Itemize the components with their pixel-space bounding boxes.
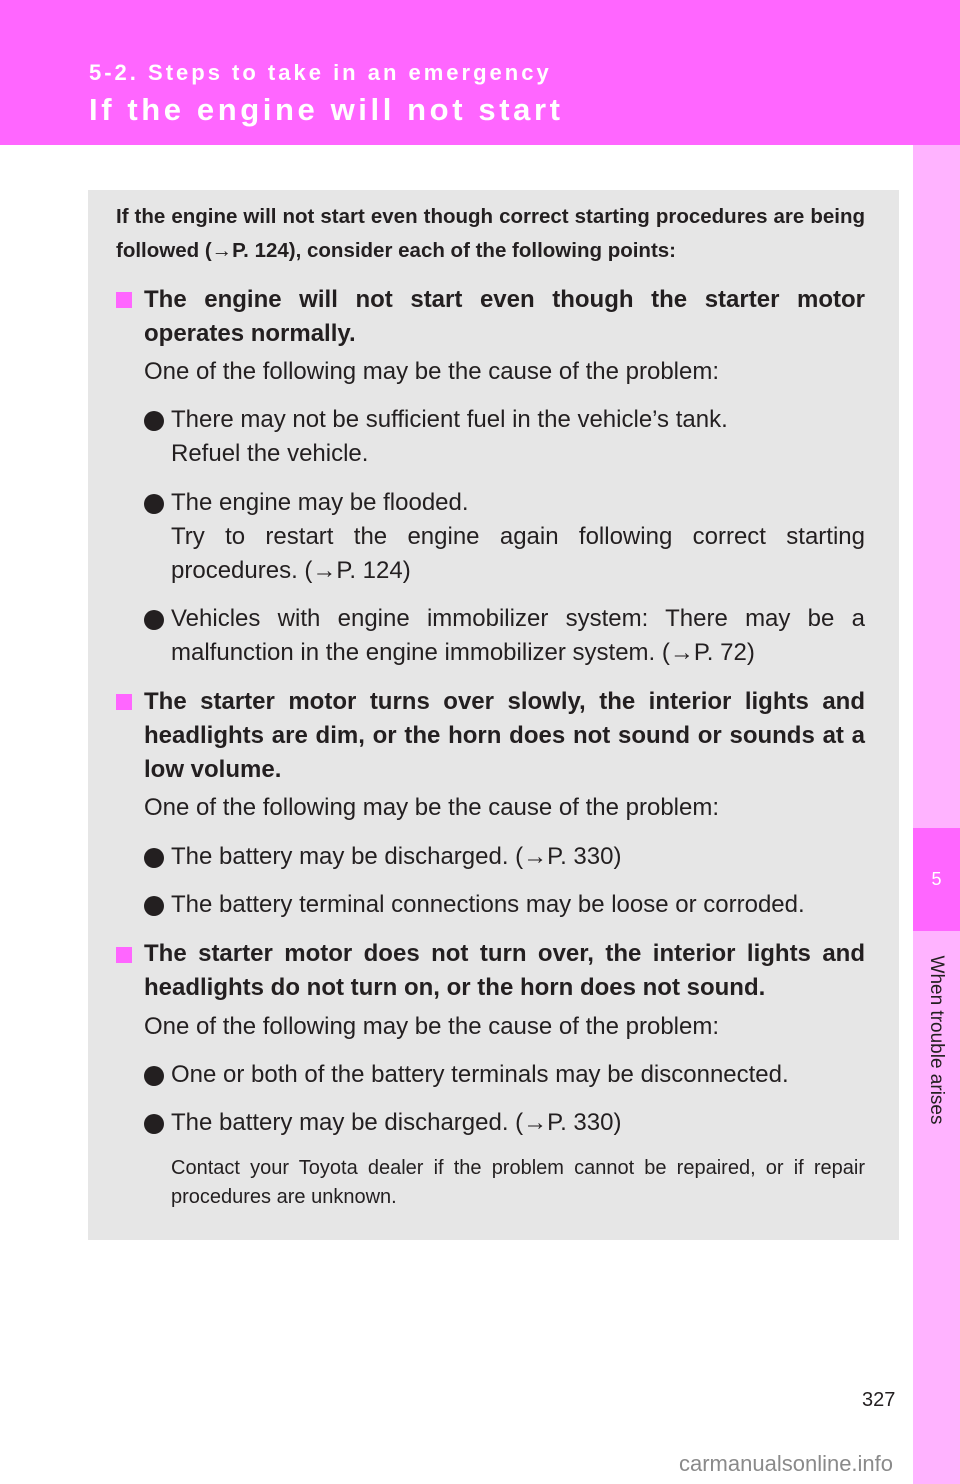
bullet-dot-icon <box>144 1066 164 1086</box>
section-title: The starter motor does not turn over, the interior lights and headlights do not turn on, or the horn does not sound. <box>144 940 865 1001</box>
note-text: Contact your Toyota dealer if the problem cannot be repaired, or if repair procedures are unknown. <box>171 1157 865 1208</box>
list-item-detail: Refuel the vehicle. <box>171 440 369 467</box>
chapter-tab[interactable]: 5 <box>913 828 960 931</box>
section-lead: One of the following may be the cause of the problem: <box>144 794 720 821</box>
content-panel <box>88 190 899 1240</box>
square-bullet-icon <box>116 694 132 710</box>
page-number: 327 <box>862 1389 896 1411</box>
bullet-dot-icon <box>144 848 164 868</box>
section-label: 5-2. Steps to take in an emergency <box>89 60 552 85</box>
list-item: Vehicles with engine immobilizer system: There may be a malfunction in the engine immobilizer system. (→P. 72) <box>171 605 865 666</box>
list-item-detail: Try to restart the engine again following correct starting procedures. (→P. 124) <box>171 523 865 584</box>
list-item: The battery may be discharged. (→P. 330) <box>171 1109 622 1136</box>
list-item-text: There may not be sufficient fuel in the vehicle’s tank. <box>171 406 728 433</box>
intro-text: If the engine will not start even though correct starting procedures are being followed (→P. 124), consider each of the following points: <box>116 205 865 262</box>
bullet-dot-icon <box>144 896 164 916</box>
list-item: One or both of the battery terminals may be disconnected. <box>171 1061 789 1088</box>
section-lead: One of the following may be the cause of the problem: <box>144 1013 720 1040</box>
section-lead: One of the following may be the cause of the problem: <box>144 358 720 385</box>
section-title: The starter motor turns over slowly, the interior lights and headlights are dim, or the horn does not sound or sounds at a low volume. <box>144 688 865 783</box>
side-strip <box>913 145 960 1484</box>
list-item <box>171 403 865 471</box>
bullet-dot-icon <box>144 610 164 630</box>
section-title: The engine will not start even though the starter motor operates normally. <box>144 286 865 347</box>
square-bullet-icon <box>116 947 132 963</box>
square-bullet-icon <box>116 292 132 308</box>
list-item: The battery may be discharged. (→P. 330) <box>171 843 622 870</box>
bullet-dot-icon <box>144 494 164 514</box>
chapter-title: When trouble arises <box>926 955 947 1125</box>
page-title: If the engine will not start <box>89 92 564 127</box>
watermark: carmanualsonline.info <box>679 1451 894 1476</box>
bullet-dot-icon <box>144 1114 164 1134</box>
page-header <box>0 0 960 145</box>
bullet-dot-icon <box>144 411 164 431</box>
list-item: The battery terminal connections may be loose or corroded. <box>171 891 805 918</box>
list-item-text: The engine may be flooded. <box>171 489 469 516</box>
list-item <box>171 486 865 588</box>
